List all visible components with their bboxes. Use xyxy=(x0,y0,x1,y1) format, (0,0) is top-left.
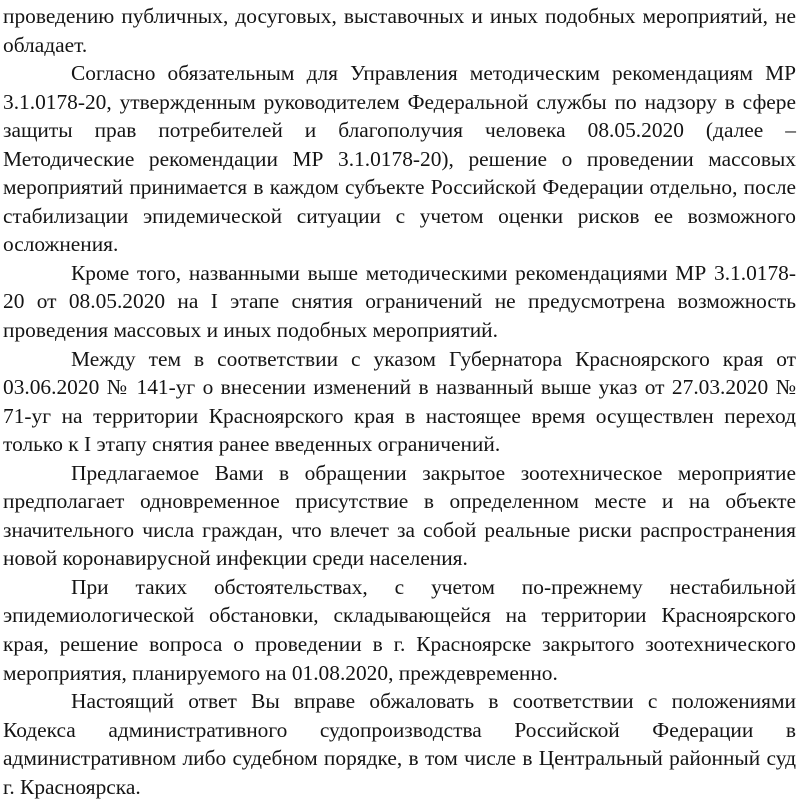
document-page xyxy=(3,2,796,801)
paragraph-4: Между тем в соответствии с указом Губернатора Красноярского края от 03.06.2020 № 141-уг о внесении изменений в названный выше указ от 27.03.2020 № 71-уг на территории Красноярского края в настоящее время осуществлен переход только к I этапу снятия ранее введенных ограничений. xyxy=(3,346,796,457)
paragraph-7: Настоящий ответ Вы вправе обжаловать в соответствии с положениями Кодекса административного судопроизводства Российской Федерации в административном либо судебном порядке, в том числе в Центральный районный суд г. Красноярска. xyxy=(3,689,796,799)
paragraph-5: Предлагаемое Вами в обращении закрытое зоотехническое мероприятие предполагает одновременное присутствие в определенном месте и на объекте значительного числа граждан, что влечет за собой реальные риски распространения новой коронавирусной инфекции среди населения. xyxy=(3,460,796,571)
paragraph-2: Согласно обязательным для Управления методическим рекомендациям МР 3.1.0178-20, утвержденным руководителем Федеральной службы по надзору в сфере защиты прав потребителей и благополучия человека 08.05.2020 (далее – Методические рекомендации МР 3.1.0178-20), решение о проведении массовых мероприятий принимается в каждом субъекте Российской Федерации отдельно, после стабилизации эпидемической ситуации с учетом оценки рисков ее возможного осложнения. xyxy=(3,61,796,257)
paragraph-3: Кроме того, названными выше методическими рекомендациями МР 3.1.0178-20 от 08.05.2020 на I этапе снятия ограничений не предусмотрена возможность проведения массовых и иных подобных мероприятий. xyxy=(3,260,796,343)
paragraph-1: проведению публичных, досуговых, выставочных и иных подобных мероприятий, не обладает. xyxy=(3,4,796,57)
paragraph-6: При таких обстоятельствах, с учетом по-прежнему нестабильной эпидемиологической обстановки, складывающейся на территории Красноярского края, решение вопроса о проведении в г. Красноярске закрытого зоотехнического мероприятия, планируемого на 01.08.2020, преждевременно. xyxy=(3,574,796,685)
